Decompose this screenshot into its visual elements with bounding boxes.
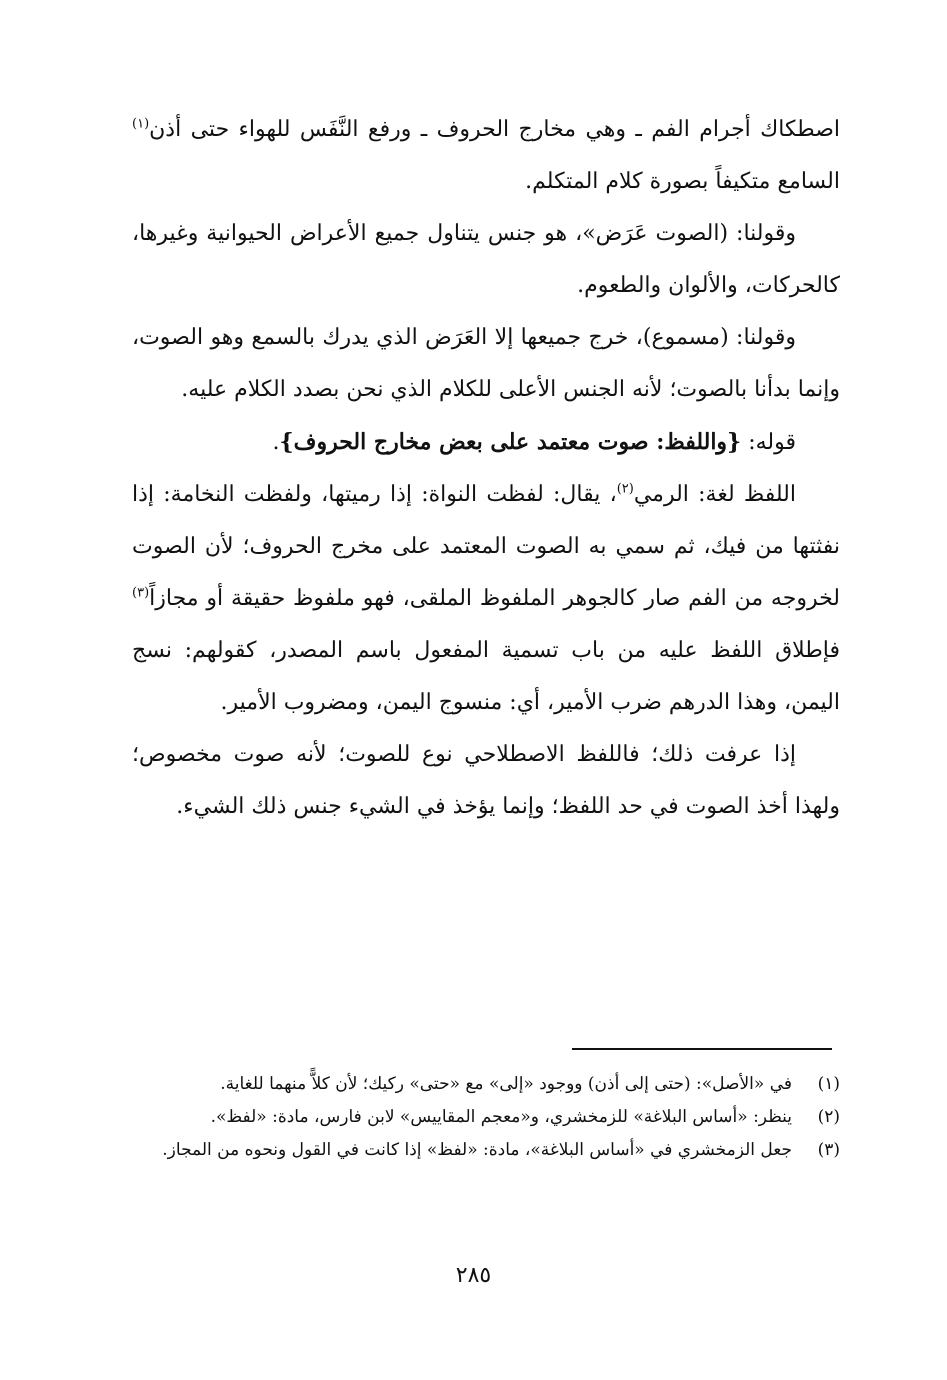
footnote-1 [132,1068,840,1101]
footnotes [132,1068,840,1167]
paragraph-5-text: اللفظ لغة: الرمي [633,482,796,507]
paragraph-3-text: وقولنا: (مسموع)، خرج جميعها إلا العَرَض الذي يدرك بالسمع وهو الصوت، وإنما بدأنا بالصوت؛ لأنه الجنس الأعلى للكلام الذي نحن بصدد الكلام عليه. [132,325,840,402]
footnote-ref-3[interactable]: (٣) [132,585,150,601]
paragraph-5-text-after2: فإطلاق اللفظ عليه من باب تسمية المفعول باسم المصدر، كقولهم: نسج اليمن، وهذا الدرهم ضرب الأمير، أي: منسوج اليمن، ومضروب الأمير. [132,638,840,715]
paragraph-2 [132,208,840,312]
footnote-divider [572,1048,832,1050]
paragraph-6-text: إذا عرفت ذلك؛ فاللفظ الاصطلاحي نوع للصوت؛ لأنه صوت مخصوص؛ ولهذا أخذ الصوت في حد اللفظ؛ وإنما يؤخذ في الشيء جنس ذلك الشيء. [132,742,840,819]
footnote-number: (١) [817,1074,840,1094]
footnote-3 [132,1134,840,1167]
footnote-text: جعل الزمخشري في «أساس البلاغة»، مادة: «لفظ» إذا كانت في القول ونحوه من المجاز. [162,1140,792,1160]
main-text [132,104,840,833]
definition-quote: {واللفظ: صوت معتمد على بعض مخارج الحروف} [279,429,742,455]
paragraph-3 [132,312,840,416]
paragraph-4 [132,416,840,469]
footnote-text: في «الأصل»: (حتى إلى أذن) ووجود «إلى» مع «حتى» ركيك؛ لأن كلاًّ منهما للغاية. [220,1074,792,1094]
footnote-number: (٣) [817,1140,840,1160]
footnote-ref-2[interactable]: (٢) [616,481,634,497]
footnote-2 [132,1101,840,1134]
paragraph-1-text-after: السامع متكيفاً بصورة كلام المتكلم. [525,169,840,194]
paragraph-5 [132,469,840,729]
paragraph-2-text: وقولنا: (الصوت عَرَض»، هو جنس يتناول جميع الأعراض الحيوانية وغيرها، كالحركات، والألوان والطعوم. [132,221,840,298]
paragraph-4-suffix: . [272,430,280,455]
page-number: ٢٨٥ [455,1263,492,1288]
footnote-ref-1[interactable]: (١) [132,116,150,132]
paragraph-6 [132,729,840,833]
paragraph-4-prefix: قوله: [741,430,796,455]
footnote-number: (٢) [817,1107,840,1127]
paragraph-5-text-after: ، يقال: لفظت النواة: إذا رميتها، ولفظت النخامة: إذا نفثتها من فيك، ثم سمي به الصوت المعتمد على مخرج الحروف؛ لأن الصوت لخروجه من الفم صار كالجوهر الملفوظ الملقى، فهو ملفوظ حقيقة أو مجازاً [132,482,840,611]
paragraph-1-text: اصطكاك أجرام الفم ـ وهي مخارج الحروف ـ ورفع النَّفَس للهواء حتى أذن [149,117,840,142]
paragraph-1 [132,104,840,208]
footnote-text: ينظر: «أساس البلاغة» للزمخشري، و«معجم المقاييس» لابن فارس، مادة: «لفظ». [210,1107,792,1127]
